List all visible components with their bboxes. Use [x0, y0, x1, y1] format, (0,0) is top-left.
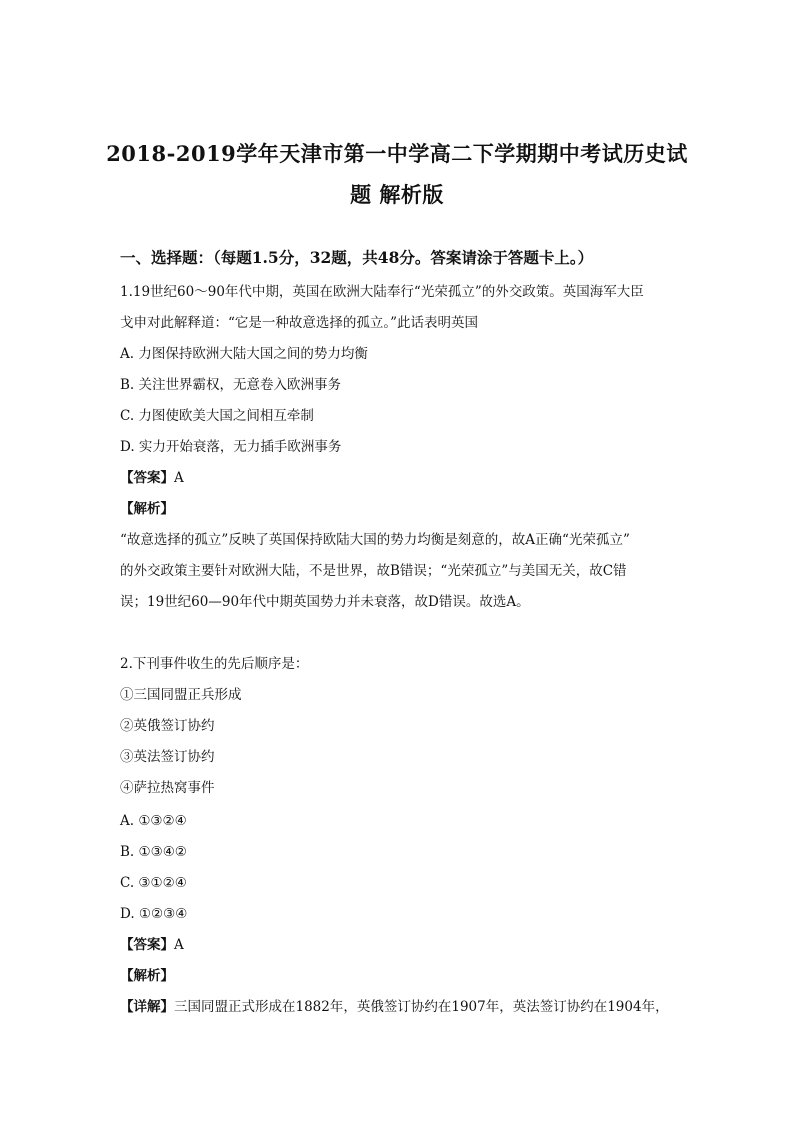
- q1-option-a: A. 力图保持欧洲大陆大国之间的势力均衡: [120, 346, 368, 362]
- q2-detail: [120, 998, 669, 1016]
- q2-answer-label: 【答案】: [120, 937, 174, 953]
- document-title-line2: 题 解析版: [350, 182, 444, 207]
- q2-answer-value: A: [174, 937, 184, 953]
- q2-event-1: ①三国同盟正兵形成: [120, 687, 242, 703]
- q1-option-b: B. 关注世界霸权，无意卷入欧洲事务: [120, 377, 342, 393]
- document-title-line1: 2018-2019学年天津市第一中学高二下学期期中考试历史试: [106, 141, 688, 166]
- q2-detail-text: 三国同盟正式形成在1882年，英俄签订协约在1907年，英法签订协约在1904年，: [174, 999, 669, 1015]
- q1-stem-line1: 1.19世纪60～90年代中期，英国在欧洲大陆奉行“光荣孤立”的外交政策。英国海军大臣: [120, 284, 644, 300]
- q2-stem: 2.下刊事件收生的先后顺序是：: [120, 656, 309, 672]
- q2-option-a: A. ①③②④: [120, 813, 187, 829]
- q1-analysis-line1: “故意选择的孤立”反映了英国保持欧陆大国的势力均衡是刻意的，故A正确“光荣孤立”: [120, 532, 630, 548]
- q1-stem-line2: 戈申对此解释道：“它是一种故意选择的孤立。”此话表明英国: [120, 315, 479, 331]
- q1-analysis-line2: 的外交政策主要针对欧洲大陆，不是世界，故B错误；“光荣孤立”与美国无关，故C错: [120, 563, 627, 579]
- q1-analysis-line3: 误；19世纪60—90年代中期英国势力并未衰落，故D错误。故选A。: [120, 594, 530, 610]
- q2-option-c: C. ③①②④: [120, 875, 187, 891]
- q1-analysis-heading: 【解析】: [120, 501, 174, 517]
- q1-option-c: C. 力图使欧美大国之间相互牵制: [120, 408, 314, 424]
- q2-event-4: ④萨拉热窝事件: [120, 780, 215, 796]
- q1-answer-label: 【答案】: [120, 470, 174, 486]
- q2-event-2: ②英俄签订协约: [120, 718, 215, 734]
- q2-event-3: ③英法签订协约: [120, 749, 215, 765]
- section-heading: 一、选择题：（每题1.5分，32题，共48分。答案请涂于答题卡上。）: [120, 248, 594, 267]
- q2-detail-label: 【详解】: [120, 999, 174, 1015]
- q2-analysis-label: [120, 967, 174, 985]
- q2-option-d: D. ①②③④: [120, 906, 188, 922]
- q1-answer: [120, 469, 184, 487]
- q2-option-b: B. ①③④②: [120, 844, 187, 860]
- q1-analysis-label: [120, 500, 174, 518]
- q1-answer-value: A: [174, 470, 184, 486]
- q1-option-d: D. 实力开始衰落，无力插手欧洲事务: [120, 439, 342, 455]
- q2-analysis-heading: 【解析】: [120, 968, 174, 984]
- q2-answer: [120, 936, 184, 954]
